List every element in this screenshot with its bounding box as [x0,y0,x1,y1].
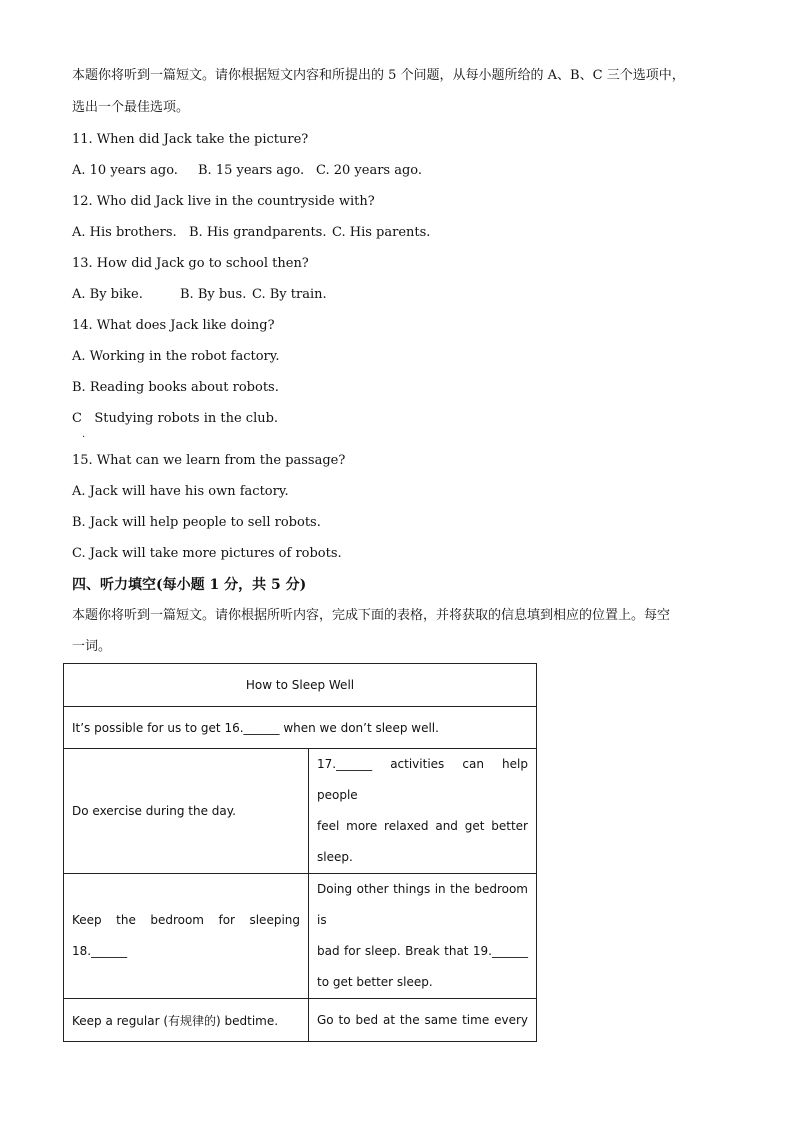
question-12-options [72,225,430,241]
table-row [64,664,537,707]
table-cell-same-time [309,999,537,1042]
option-b: B. His grandparents. [189,225,327,240]
question-13-options [72,287,327,303]
table-cell-bedtime: Keep a regular (有规律的) bedtime. [64,999,309,1042]
table-cell-line: Go to bed at the same time every [317,1012,528,1027]
sleep-well-table [63,663,537,1042]
question-14-option-a: A. Working in the robot factory. [72,349,280,364]
section-4-heading: 四、听力填空(每小题 1 分，共 5 分) [72,577,307,593]
table-cell-19 [309,874,537,999]
question-14-option-b: B. Reading books about robots. [72,380,279,395]
table-cell-18 [64,874,309,999]
question-11-options [72,163,422,179]
table-cell-line: bad for sleep. Break that 19.______ [317,944,528,958]
section-4-instruction-line-1: 本题你将听到一篇短文。请你根据所听内容，完成下面的表格，并将获取的信息填到相应的位置上。每空 [72,608,671,623]
table-row [64,749,537,874]
question-11: 11. When did Jack take the picture? [72,132,309,147]
question-15: 15. What can we learn from the passage? [72,453,346,468]
intro-line-2: 选出一个最佳选项。 [72,100,190,115]
question-15-option-c: C. Jack will take more pictures of robots. [72,546,342,561]
option-c: C. His parents. [332,225,431,240]
table-row [64,999,537,1042]
option-c: C. By train. [252,287,327,302]
question-14: 14. What does Jack like doing? [72,318,275,333]
section-4-instruction-line-2: 一词。 [72,639,112,654]
table-cell-16: It’s possible for us to get 16.______ when we don’t sleep well. [64,707,537,749]
question-12: 12. Who did Jack live in the countryside with? [72,194,375,209]
question-15-option-a: A. Jack will have his own factory. [72,484,289,499]
question-14-option-c: C Studying robots in the club. [72,411,279,426]
table-cell-line: feel more relaxed and get better [317,819,528,833]
option-b: B. By bus. [180,287,247,302]
table-cell-line: sleep. [317,850,353,864]
stray-dot-mark: . [82,429,86,440]
table-cell-line: 18.______ [72,944,128,958]
table-title: How to Sleep Well [64,664,537,707]
intro-line-1: 本题你将听到一篇短文。请你根据短文内容和所提出的 5 个问题，从每小题所给的 A、B、C 三个选项中， [72,68,685,83]
table-cell-line: 17.______ activities can help people [317,757,528,802]
table-cell-17 [309,749,537,874]
table-cell-line: Keep the bedroom for sleeping [72,913,300,927]
table-cell-line: to get better sleep. [317,975,433,989]
question-13: 13. How did Jack go to school then? [72,256,309,271]
table-row [64,707,537,749]
option-a: A. By bike. [72,287,143,302]
option-b: B. 15 years ago. [198,163,305,178]
option-a: A. His brothers. [72,225,177,240]
question-15-option-b: B. Jack will help people to sell robots. [72,515,321,530]
table-cell-line: Doing other things in the bedroom is [317,882,528,927]
table-cell-exercise: Do exercise during the day. [64,749,309,874]
table-row [64,874,537,999]
option-a: A. 10 years ago. [72,163,178,178]
option-c: C. 20 years ago. [316,163,423,178]
